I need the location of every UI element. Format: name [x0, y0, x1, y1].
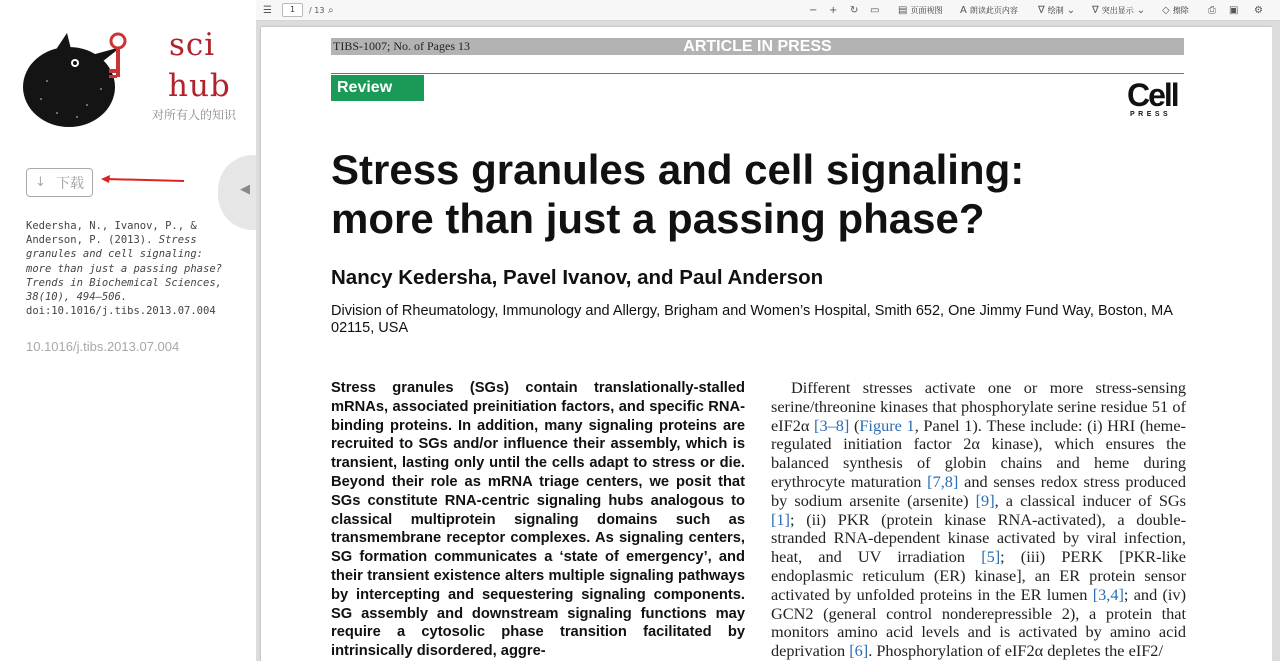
plus-icon: + — [829, 5, 838, 16]
download-arrow-icon: ↓ — [35, 175, 46, 190]
pdf-toolbar — [256, 0, 1280, 21]
read-aloud-label: 朗读此页内容 — [969, 6, 1018, 15]
save-icon: ▣ — [1229, 5, 1239, 16]
reference-link[interactable]: [1] — [771, 509, 790, 529]
cell-press-sublabel: PRESS — [1130, 111, 1172, 118]
print-button[interactable] — [1208, 0, 1216, 21]
reference-link[interactable]: Figure 1 — [859, 415, 915, 435]
reference-link[interactable]: [7,8] — [927, 471, 959, 491]
citation-block — [26, 219, 231, 318]
scihub-raven-logo-icon — [17, 29, 129, 129]
highlight-label: 突出显示 — [1101, 6, 1134, 15]
rotate-button[interactable] — [850, 0, 858, 21]
chevron-down-icon: ⌄ — [1136, 5, 1146, 16]
reference-link[interactable]: [9] — [975, 490, 995, 510]
logo-sci-text: sci — [169, 27, 216, 63]
cell-press-logo: Cell — [1127, 77, 1178, 113]
rotate-icon: ↻ — [850, 5, 859, 16]
minus-icon: − — [809, 5, 818, 16]
article-abstract: Stress granules (SGs) contain translationally-stalled mRNAs, associated preinitiation factors, and specific RNA-binding proteins. In addition, many signaling proteins are recruited to SGs and/or influence their assembly, which is transient, lasting only until the cells adapt to stress or die. Beyond their role as mRNA triage centers, we posit that SGs constitute RNA-centric signaling hubs analogous to classical multiprotein signaling domains such as transmembrane receptor complexes. As signaling centers, SG formation communicates a ‘state of emergency’, and their transient existence alters multiple signaling pathways by intercepting and sequestering signaling components. SG assembly and downstream signaling functions may require a cytosolic phase transition facilitated by intrinsically disordered, aggre- — [331, 380, 745, 660]
search-icon: ⌕ — [328, 5, 334, 16]
page-view-button[interactable] — [898, 0, 942, 21]
red-pointer-arrow-icon — [100, 174, 186, 186]
running-head — [331, 38, 1184, 55]
reference-link[interactable]: [3,4] — [1092, 584, 1124, 604]
pdf-page — [261, 27, 1272, 661]
body-text-segment: . Phosphorylation of eIF2α depletes the eIF2/ — [868, 641, 1163, 661]
body-text-segment: and senses redox stress produced by sodium arsenite (arsenite) — [771, 471, 1186, 510]
scihub-sidebar — [0, 0, 256, 661]
doi-link[interactable]: 10.1016/j.tibs.2013.07.004 — [26, 339, 180, 354]
read-aloud-icon: A — [960, 5, 967, 16]
body-text-segment: , a classical inducer of SGs — [994, 490, 1186, 510]
header-rule — [331, 73, 1184, 74]
zoom-out-button[interactable] — [809, 0, 817, 21]
chevron-down-icon: ⌄ — [1066, 5, 1076, 16]
page-view-icon: ▤ — [898, 5, 908, 16]
read-aloud-button[interactable] — [960, 0, 1018, 21]
download-label: 下载 — [55, 175, 84, 192]
pdf-viewer — [256, 0, 1280, 661]
citation-title-journal: Stress granules and cell signaling: more than just a passing phase? Trends in Biochemical Sciences, 38(10), 494–506. — [26, 234, 222, 304]
erase-button[interactable] — [1162, 0, 1189, 21]
draw-button[interactable] — [1038, 0, 1075, 21]
collapse-left-icon[interactable]: ◀ — [240, 181, 250, 196]
running-head-center: ARTICLE IN PRESS — [683, 38, 832, 55]
article-affiliation: Division of Rheumatology, Immunology and Allergy, Brigham and Women’s Hospital, Smith 652, One Jimmy Fund Way, Boston, MA 02115, USA — [331, 303, 1173, 336]
article-authors: Nancy Kedersha, Pavel Ivanov, and Paul Anderson — [331, 266, 824, 289]
logo-tagline: 对所有人的知识 — [152, 108, 237, 122]
fit-page-button[interactable] — [870, 0, 879, 21]
reference-link[interactable]: [6] — [849, 641, 869, 661]
settings-button[interactable] — [1254, 0, 1263, 21]
draw-label: 绘制 — [1047, 6, 1064, 15]
vertical-scrollbar[interactable] — [1272, 21, 1280, 661]
highlighter-icon: ∇ — [1092, 5, 1099, 16]
body-text-segment: ; and (iv) GCN2 (general control nonderepressible 2), a protein that monitors amino acid levels and is activated by amino acid deprivation — [771, 584, 1186, 661]
page-view-label: 页面视图 — [910, 6, 943, 15]
body-text-segment: ; (iii) PERK [PKR-like endoplasmic reticulum (ER) kinase], an ER protein sensor activated by unfolded proteins in the ER lumen — [771, 547, 1186, 604]
reference-link[interactable]: [3–8] — [814, 415, 850, 435]
logo-hub-text: hub — [168, 68, 231, 104]
printer-icon: ⎙ — [1208, 5, 1216, 16]
title-line-1: Stress granules and cell signaling: — [331, 146, 1025, 193]
eraser-icon: ◇ — [1162, 5, 1170, 16]
article-title — [331, 145, 1191, 243]
find-button[interactable] — [328, 0, 334, 21]
page-number-input[interactable]: 1 — [282, 3, 303, 17]
citation-authors: Kedersha, N., Ivanov, P., & Anderson, P. (2013). — [26, 220, 197, 247]
article-body-column — [771, 379, 1186, 661]
contents-button[interactable] — [263, 0, 272, 21]
body-text-segment: , Panel 1). These include: (i) HRI (heme-regulated initiation factor 2α kinase), which ensures the balanced synthesis of globin chains and heme during erythrocyte maturation — [771, 415, 1186, 491]
body-text-segment: ( — [849, 415, 860, 435]
gear-icon: ⚙ — [1254, 5, 1263, 16]
reference-link[interactable]: [5] — [981, 547, 1001, 567]
body-text-segment: Different stresses activate one or more stress-sensing serine/threonine kinases that phosphorylate serine residue 51 of eIF2α — [771, 378, 1186, 435]
running-head-left: TIBS-1007; No. of Pages 13 — [333, 39, 470, 53]
review-tag: Review — [331, 75, 424, 101]
erase-label: 擦除 — [1172, 6, 1189, 15]
page-total: / 13 — [309, 6, 325, 15]
zoom-in-button[interactable] — [829, 0, 837, 21]
save-button[interactable] — [1229, 0, 1238, 21]
highlight-button[interactable] — [1092, 0, 1145, 21]
list-icon: ☰ — [263, 5, 272, 16]
title-line-2: more than just a passing phase? — [331, 195, 985, 242]
body-text-segment: ; (ii) PKR (protein kinase RNA-activated), a double-stranded RNA-dependent kinase activated by viral infection, heat, and UV irradiation — [771, 509, 1186, 567]
download-button[interactable] — [26, 168, 93, 197]
citation-doi: doi:10.1016/j.tibs.2013.07.004 — [26, 305, 216, 318]
fit-page-icon: ▭ — [870, 5, 880, 16]
pen-icon: ∇ — [1038, 5, 1045, 16]
